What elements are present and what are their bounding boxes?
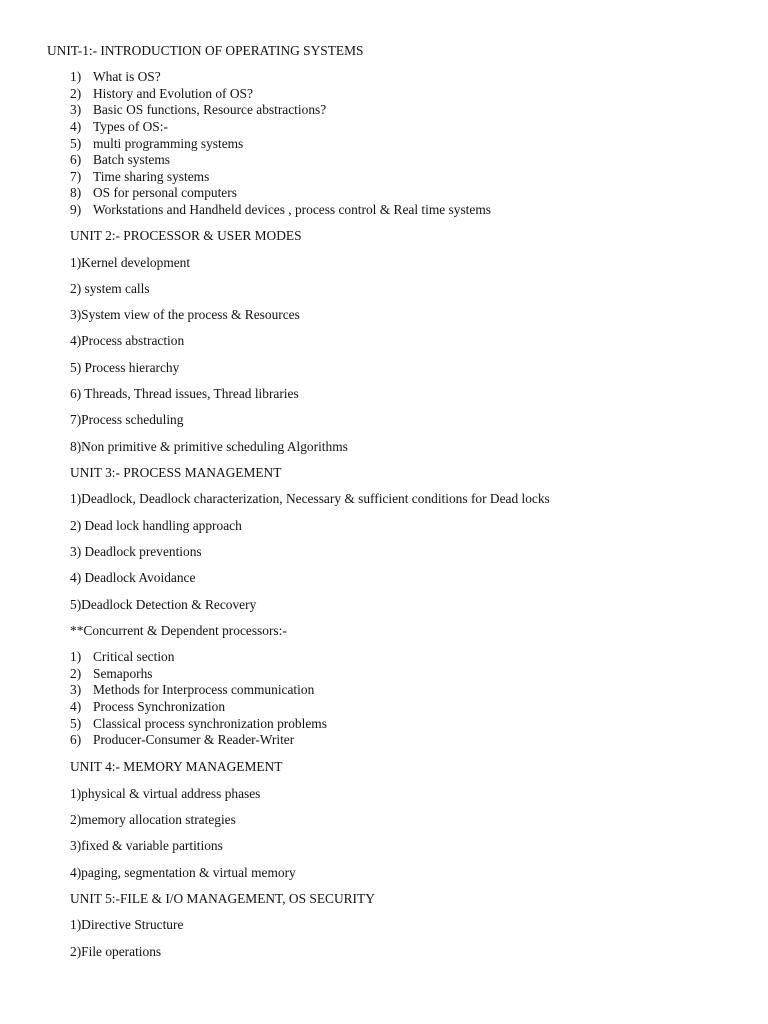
unit2-item: 7)Process scheduling bbox=[70, 412, 184, 427]
unit1-heading: UNIT-1:- INTRODUCTION OF OPERATING SYSTEMS bbox=[47, 43, 364, 58]
unit1-item-number: 7) bbox=[70, 169, 82, 184]
unit4-item: 1)physical & virtual address phases bbox=[70, 786, 261, 801]
unit2-item: 1)Kernel development bbox=[70, 255, 191, 270]
unit1-item-number: 9) bbox=[70, 202, 82, 217]
unit3-subitem-number: 6) bbox=[70, 732, 82, 747]
unit2-item: 2) system calls bbox=[70, 281, 150, 296]
unit2-item: 5) Process hierarchy bbox=[70, 360, 180, 375]
unit2-heading: UNIT 2:- PROCESSOR & USER MODES bbox=[70, 228, 302, 243]
unit1-item-number: 2) bbox=[70, 86, 82, 101]
unit5-item: 2)File operations bbox=[70, 944, 162, 959]
unit3-subitem-number: 5) bbox=[70, 716, 82, 731]
unit1-item-text: Basic OS functions, Resource abstractions? bbox=[93, 102, 327, 117]
unit1-item-text: Workstations and Handheld devices , process control & Real time systems bbox=[93, 202, 491, 217]
unit3-subitem-number: 3) bbox=[70, 682, 82, 697]
unit3-item: 4) Deadlock Avoidance bbox=[70, 570, 196, 585]
unit2-item: 8)Non primitive & primitive scheduling Algorithms bbox=[70, 439, 348, 454]
unit4-heading: UNIT 4:- MEMORY MANAGEMENT bbox=[70, 759, 283, 774]
unit3-item: 5)Deadlock Detection & Recovery bbox=[70, 597, 257, 612]
unit5-item: 1)Directive Structure bbox=[70, 917, 184, 932]
unit3-subitem-text: Methods for Interprocess communication bbox=[93, 682, 315, 697]
unit3-item: 1)Deadlock, Deadlock characterization, Necessary & sufficient conditions for Dead locks bbox=[70, 491, 550, 506]
unit1-item-number: 3) bbox=[70, 102, 82, 117]
unit3-subheading: **Concurrent & Dependent processors:- bbox=[70, 623, 287, 638]
unit1-item-text: Batch systems bbox=[93, 152, 170, 167]
unit3-subitem-text: Producer-Consumer & Reader-Writer bbox=[93, 732, 295, 747]
unit1-item-text: multi programming systems bbox=[93, 136, 244, 151]
unit1-item-number: 5) bbox=[70, 136, 82, 151]
unit5-heading: UNIT 5:-FILE & I/O MANAGEMENT, OS SECURITY bbox=[70, 891, 375, 906]
unit2-item: 3)System view of the process & Resources bbox=[70, 307, 300, 322]
unit4-item: 4)paging, segmentation & virtual memory bbox=[70, 865, 296, 880]
unit1-item-number: 6) bbox=[70, 152, 82, 167]
unit1-item-number: 1) bbox=[70, 69, 82, 84]
unit1-item-text: What is OS? bbox=[93, 69, 161, 84]
unit3-subitem-text: Semaporhs bbox=[93, 666, 153, 681]
unit4-item: 2)memory allocation strategies bbox=[70, 812, 236, 827]
unit3-subitem-number: 4) bbox=[70, 699, 82, 714]
unit2-item: 6) Threads, Thread issues, Thread libraries bbox=[70, 386, 299, 401]
unit3-item: 2) Dead lock handling approach bbox=[70, 518, 242, 533]
unit3-subitem-text: Process Synchronization bbox=[93, 699, 226, 714]
unit3-item: 3) Deadlock preventions bbox=[70, 544, 202, 559]
unit1-item-text: History and Evolution of OS? bbox=[93, 86, 253, 101]
unit3-subitem-number: 1) bbox=[70, 649, 82, 664]
unit1-item-text: OS for personal computers bbox=[93, 185, 237, 200]
unit3-subitem-text: Critical section bbox=[93, 649, 175, 664]
unit4-item: 3)fixed & variable partitions bbox=[70, 838, 223, 853]
unit1-item-number: 8) bbox=[70, 185, 82, 200]
unit3-subitem-number: 2) bbox=[70, 666, 82, 681]
unit1-item-text: Time sharing systems bbox=[93, 169, 210, 184]
unit1-item-text: Types of OS:- bbox=[93, 119, 168, 134]
unit2-item: 4)Process abstraction bbox=[70, 333, 185, 348]
unit3-heading: UNIT 3:- PROCESS MANAGEMENT bbox=[70, 465, 282, 480]
unit1-item-number: 4) bbox=[70, 119, 82, 134]
unit3-subitem-text: Classical process synchronization problems bbox=[93, 716, 327, 731]
